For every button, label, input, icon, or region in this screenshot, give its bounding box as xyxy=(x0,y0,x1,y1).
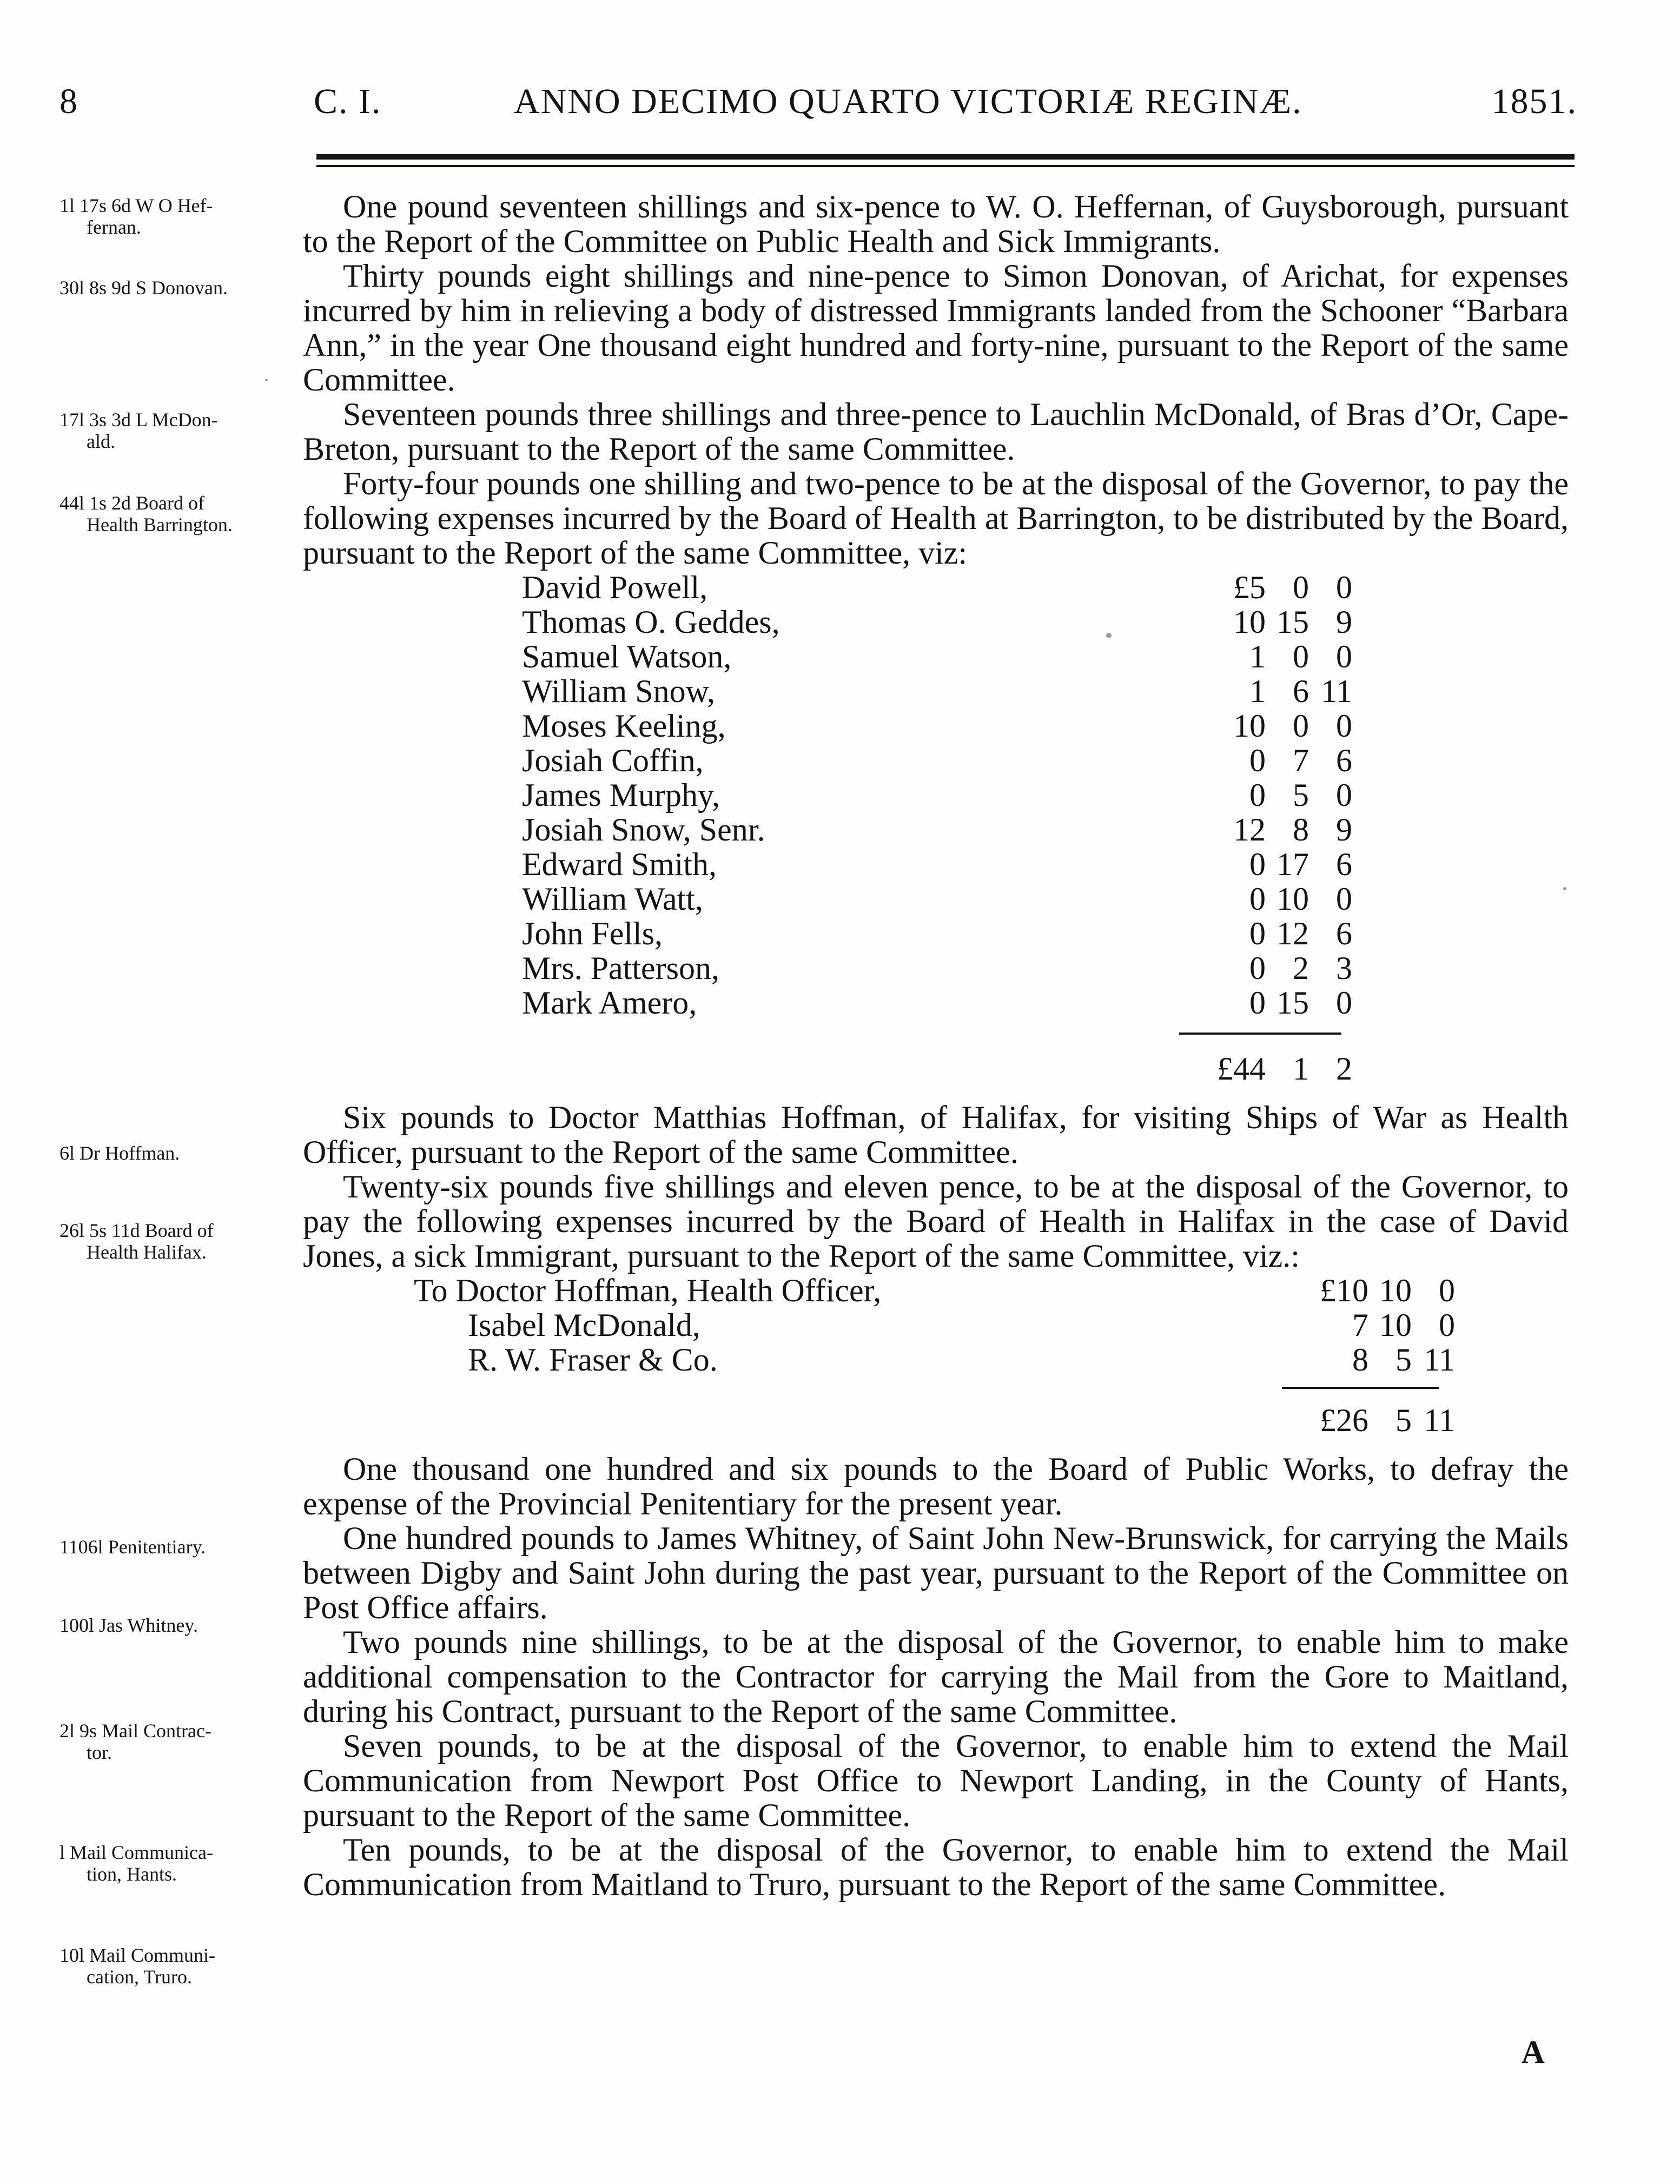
total-rule xyxy=(1282,1387,1439,1389)
ledger-row xyxy=(303,916,1569,951)
ledger-amount-l: 0 xyxy=(1249,916,1266,951)
ledger-amount-l: 0 xyxy=(1249,881,1266,917)
margin-note: 30l 8s 9d S Donovan. xyxy=(59,277,228,299)
running-title: ANNO DECIMO QUARTO VICTORIÆ REGINÆ. xyxy=(514,82,1302,121)
ledger-amount-d: 9 xyxy=(1336,604,1352,640)
ledger-amount-d: 0 xyxy=(1336,708,1352,744)
ledger-amount-s: 12 xyxy=(1276,916,1309,951)
margin-note: 100l Jas Whitney. xyxy=(59,1614,198,1636)
margin-note: 44l 1s 2d Board of Health Barrington. xyxy=(59,492,233,535)
ledger-amount-d: 0 xyxy=(1439,1273,1455,1308)
page-number: 8 xyxy=(59,82,78,121)
ledger-row xyxy=(303,778,1569,812)
margin-note: 1106l Penitentiary. xyxy=(59,1536,206,1558)
ledger-amount-s: 0 xyxy=(1293,708,1309,744)
ledger-amount-s: 0 xyxy=(1293,570,1309,605)
ledger-row xyxy=(303,985,1569,1020)
ledger-payee: R. W. Fraser & Co. xyxy=(468,1342,718,1378)
ledger-payee: Thomas O. Geddes, xyxy=(522,604,780,640)
ledger-amount-d: 11 xyxy=(1424,1342,1455,1378)
ledger-amount-l: 1 xyxy=(1249,639,1266,674)
total-rule xyxy=(1179,1033,1341,1035)
ledger-amount-d: 9 xyxy=(1336,812,1352,848)
paragraph: One pound seventeen shillings and six-pence to W. O. Heffernan, of Guysborough, pursuant to the Report of the Committee on Public Health and Sick Immigrants. xyxy=(303,189,1569,259)
ledger-amount-s: 10 xyxy=(1379,1307,1412,1343)
ledger-payee: Moses Keeling, xyxy=(522,708,726,744)
ledger-amount-d: 6 xyxy=(1336,743,1352,778)
ledger-amount-l: 10 xyxy=(1233,604,1266,640)
margin-note: 6l Dr Hoffman. xyxy=(59,1142,180,1164)
ledger-payee: James Murphy, xyxy=(522,777,720,813)
ledger-row xyxy=(303,1342,1569,1377)
ledger-row xyxy=(303,951,1569,985)
signature-mark: A xyxy=(1521,2034,1545,2070)
ledger-amount-l: 12 xyxy=(1233,812,1266,848)
paragraph: Seven pounds, to be at the disposal of the Governor, to enable him to extend the Mail Communication from Newport Post Office to Newport Landing, in the County of Hants, pursuant to the Report of the same Committee. xyxy=(303,1728,1569,1833)
ledger-amount-d: 0 xyxy=(1336,777,1352,813)
ledger-amount-l: 7 xyxy=(1352,1307,1368,1343)
ledger-amount-l: 1 xyxy=(1249,673,1266,709)
barrington-total-row: £44 1 2 xyxy=(1217,1051,1352,1087)
ledger-amount-d: 0 xyxy=(1439,1307,1455,1343)
ledger-payee: John Fells, xyxy=(522,916,663,951)
halifax-total-row: £26 5 11 xyxy=(1320,1402,1455,1438)
ledger-amount-l: £5 xyxy=(1233,570,1266,605)
margin-note: 10l Mail Communi- cation, Truro. xyxy=(59,1944,215,1988)
margin-note: 17l 3s 3d L McDon- ald. xyxy=(59,409,218,452)
ledger-payee: Isabel McDonald, xyxy=(468,1307,700,1343)
ledger-amount-d: 0 xyxy=(1336,639,1352,674)
scan-speck xyxy=(1106,633,1112,638)
ledger-amount-l: 8 xyxy=(1352,1342,1368,1378)
paragraph: Forty-four pounds one shilling and two-pence to be at the disposal of the Governor, to pay the following expenses incurred by the Board of Health at Barrington, to be distributed by the Board, pursuant to the Report of the same Committee, viz: xyxy=(303,466,1569,571)
ledger-row xyxy=(303,605,1569,639)
ledger-amount-s: 6 xyxy=(1293,673,1309,709)
ledger-amount-s: 10 xyxy=(1379,1273,1412,1308)
ledger-amount-d: 0 xyxy=(1336,570,1352,605)
ledger-amount-s: 5 xyxy=(1293,777,1309,813)
ledger-amount-s: 8 xyxy=(1293,812,1309,848)
ledger-row xyxy=(303,570,1569,605)
barrington-ledger xyxy=(303,570,1569,1100)
ledger-amount-s: 5 xyxy=(1395,1342,1412,1378)
ledger-amount-d: 3 xyxy=(1336,950,1352,986)
ledger-amount-d: 6 xyxy=(1336,916,1352,951)
ledger-amount-d: 0 xyxy=(1336,881,1352,917)
ledger-amount-l: £10 xyxy=(1320,1273,1368,1308)
ledger-payee: Mark Amero, xyxy=(522,985,697,1021)
page-header xyxy=(59,81,1577,141)
ledger-row xyxy=(303,1308,1569,1342)
paragraph: One hundred pounds to James Whitney, of Saint John New-Brunswick, for carrying the Mails between Digby and Saint John during the past year, pursuant to the Report of the Committee on Post Office affairs. xyxy=(303,1520,1569,1625)
margin-note: 1l 17s 6d W O Hef- fernan. xyxy=(59,195,213,238)
ledger-amount-d: 6 xyxy=(1336,846,1352,882)
ledger-row xyxy=(303,882,1569,916)
main-text xyxy=(303,184,1569,1902)
ledger-amount-s: 7 xyxy=(1293,743,1309,778)
paragraph: Seventeen pounds three shillings and three-pence to Lauchlin McDonald, of Bras d’Or, Cape-Breton, pursuant to the Report of the same Committee. xyxy=(303,396,1569,467)
paragraph: Six pounds to Doctor Matthias Hoffman, of Halifax, for visiting Ships of War as Health Officer, pursuant to the Report of the same Committee. xyxy=(303,1100,1569,1170)
ledger-payee: Mrs. Patterson, xyxy=(522,950,719,986)
header-rule-thin xyxy=(316,165,1575,167)
paragraph: One thousand one hundred and six pounds to the Board of Public Works, to defray the expense of the Provincial Penitentiary for the present year. xyxy=(303,1451,1569,1521)
ledger-amount-s: 17 xyxy=(1276,846,1309,882)
ledger-amount-d: 0 xyxy=(1336,985,1352,1021)
ledger-amount-s: 10 xyxy=(1276,881,1309,917)
ledger-amount-l: 0 xyxy=(1249,777,1266,813)
ledger-amount-d: 11 xyxy=(1321,673,1352,709)
ledger-amount-s: 2 xyxy=(1293,950,1309,986)
paragraph: Twenty-six pounds five shillings and eleven pence, to be at the disposal of the Governor, to pay the following expenses incurred by the Board of Health in Halifax in the case of David Jones, a sick Immigrant, pursuant to the Report of the same Committee, viz.: xyxy=(303,1169,1569,1274)
ledger-row xyxy=(303,709,1569,743)
ledger-payee: To Doctor Hoffman, Health Officer, xyxy=(414,1273,882,1308)
margin-note: 2l 9s Mail Contrac- tor. xyxy=(59,1720,211,1763)
ledger-amount-s: 0 xyxy=(1293,639,1309,674)
ledger-amount-l: 0 xyxy=(1249,846,1266,882)
paragraph: Ten pounds, to be at the disposal of the Governor, to enable him to extend the Mail Communication from Maitland to Truro, pursuant to the Report of the same Committee. xyxy=(303,1832,1569,1902)
ledger-payee: William Watt, xyxy=(522,881,703,917)
ledger-amount-l: 0 xyxy=(1249,950,1266,986)
paragraph: Two pounds nine shillings, to be at the disposal of the Governor, to enable him to make additional compensation to the Contractor for carrying the Mail from the Gore to Maitland, during his Contract, pursuant to the Report of the same Committee. xyxy=(303,1624,1569,1729)
ledger-payee: Josiah Coffin, xyxy=(522,743,704,778)
ledger-row xyxy=(303,812,1569,847)
ledger-amount-s: 15 xyxy=(1276,604,1309,640)
ledger-payee: Josiah Snow, Senr. xyxy=(522,812,765,848)
ledger-row xyxy=(303,674,1569,709)
ledger-row xyxy=(303,743,1569,778)
ledger-row xyxy=(303,1273,1569,1308)
ledger-payee: Samuel Watson, xyxy=(522,639,732,674)
ledger-row xyxy=(303,639,1569,674)
ledger-amount-l: 0 xyxy=(1249,743,1266,778)
chapter-label: C. I. xyxy=(314,82,382,121)
ledger-payee: William Snow, xyxy=(522,673,716,709)
header-rule-thick xyxy=(316,154,1575,160)
ledger-amount-s: 15 xyxy=(1276,985,1309,1021)
ledger-row xyxy=(303,847,1569,882)
halifax-ledger xyxy=(303,1273,1569,1452)
paragraph: Thirty pounds eight shillings and nine-pence to Simon Donovan, of Arichat, for expenses incurred by him in relieving a body of distressed Immigrants landed from the Schooner “Barbara Ann,” in the year One thousand eight hundred and forty-nine, pursuant to the Report of the same Committee. xyxy=(303,258,1569,398)
ledger-amount-l: 10 xyxy=(1233,708,1266,744)
ledger-payee: Edward Smith, xyxy=(522,846,717,882)
ledger-payee: David Powell, xyxy=(522,570,708,605)
scan-speck xyxy=(1563,887,1566,890)
scan-speck xyxy=(265,379,268,381)
header-year: 1851. xyxy=(1491,82,1577,121)
margin-note: 26l 5s 11d Board of Health Halifax. xyxy=(59,1220,214,1263)
margin-note: l Mail Communica- tion, Hants. xyxy=(59,1842,213,1885)
ledger-amount-l: 0 xyxy=(1249,985,1266,1021)
